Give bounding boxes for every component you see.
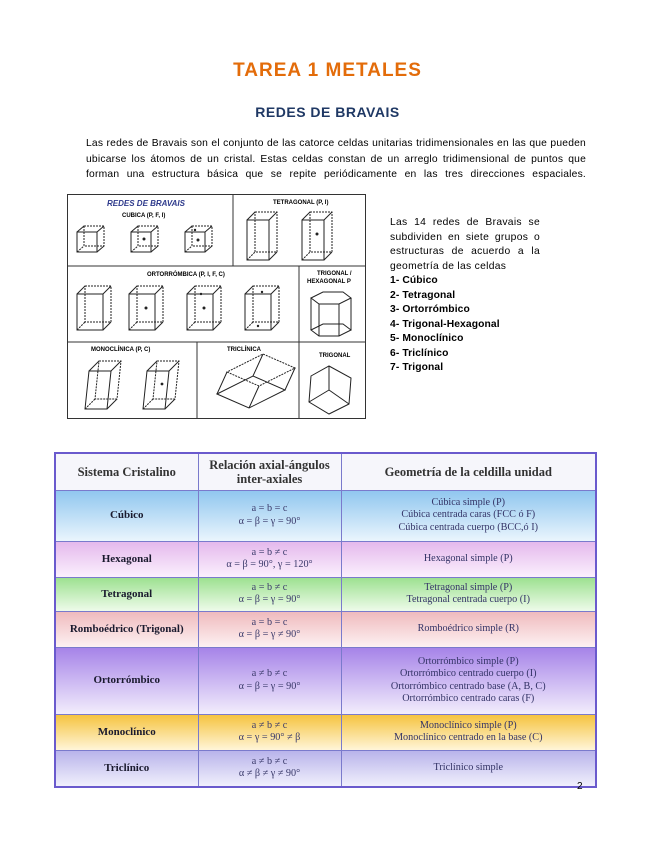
figure-heading: REDES DE BRAVAIS [107,199,185,208]
geometry-item: Tetragonal simple (P) [424,581,513,593]
geometry-cell [341,611,596,647]
relation-angles: α = β = γ = 90° [238,680,301,692]
relation-axes: a = b ≠ c [251,581,288,593]
relation-cell [198,577,341,611]
side-line-4: geometría de las celdas [390,260,507,272]
list-item: 3- Ortorrómbico [390,304,470,315]
bravais-lattices-figure [67,194,366,419]
page-title: TAREA 1 METALES [233,60,422,81]
table-row [55,714,596,750]
cubic-label: CUBICA (P, F, I) [122,213,166,219]
tetragonal-label: TETRAGONAL (P, I) [273,200,329,206]
section-subtitle: REDES DE BRAVAIS [255,104,400,120]
relation-angles: α = β = γ = 90° [238,515,301,527]
geometry-item: Hexagonal simple (P) [423,552,513,564]
header-relation: Relación axial-ángulos inter-axiales [198,453,341,490]
geometry-item: Ortorrómbico simple (P) [417,655,519,667]
page-number: 2 [577,781,583,792]
relation-axes: a = b ≠ c [251,546,288,558]
relation-cell [198,750,341,787]
relation-angles: α = γ = 90° ≠ β [238,732,301,743]
intro-paragraph: Las redes de Bravais son el conjunto de las catorce celdas unitarias tridimensionales en las que pueden ubicarse los átomos de un cristal. Estas celdas constan de un arreglo tridimensional de puntos que forman una estructura básica que se repite periódicamente en las tres direcciones espaciales. [86,138,586,180]
geometry-cell [341,714,596,750]
geometry-cell [341,541,596,577]
geometry-item: Ortorrómbico centrado caras (F) [402,693,535,704]
table-row [55,541,596,577]
trigonal-hexagonal-label-2: HEXAGONAL P [307,279,351,285]
geometry-item: Ortorrómbico centrado base (A, B, C) [390,680,546,692]
table-row [55,577,596,611]
relation-angles: α = β = γ = 90° [238,594,301,605]
relation-axes: a ≠ b ≠ c [251,719,288,731]
geometry-item: Ortorrómbico centrado cuerpo (I) [399,668,537,679]
relation-cell [198,490,341,541]
relation-angles: α ≠ β ≠ γ ≠ 90° [238,768,301,780]
lattice-groups-text [390,216,540,376]
list-item: 2- Tetragonal [390,289,456,301]
geometry-cell [341,647,596,714]
header-system: Sistema Cristalino [55,453,198,490]
list-item: 6- Triclínico [390,347,449,359]
geometry-item: Romboédrico simple (R) [417,622,519,634]
list-item: 5- Monoclínico [390,333,464,344]
relation-cell [198,611,341,647]
relation-angles: α = β = 90°, γ = 120° [226,559,313,570]
system-cell: Hexagonal [55,541,198,577]
relation-angles: α = β = γ ≠ 90° [238,629,301,640]
side-line-3: estructuras de acuerdo a la [390,246,540,257]
geometry-item: Monoclínico centrado en la base (C) [393,732,543,743]
geometry-cell [341,490,596,541]
system-cell: Tetragonal [55,577,198,611]
relation-axes: a = b = c [251,616,288,628]
triclinic-label: TRICLÍNICA [227,347,261,353]
relation-axes: a = b = c [251,503,288,514]
system-cell: Ortorrómbico [55,647,198,714]
orthorhombic-label: ORTORRÓMBICA (P, I, F, C) [147,272,225,278]
relation-axes: a ≠ b ≠ c [251,668,288,679]
geometry-item: Cúbica centrada caras (FCC ó F) [401,509,536,521]
crystal-systems-table [54,452,597,788]
geometry-cell [341,577,596,611]
relation-axes: a ≠ b ≠ c [251,755,288,767]
side-line-1: Las 14 redes de Bravais se [390,217,540,228]
table-row [55,647,596,714]
relation-cell [198,647,341,714]
geometry-item: Monoclínico simple (P) [419,719,517,731]
list-item: 7- Trigonal [390,362,444,373]
monoclinic-label: MONOCLÍNICA (P, C) [91,347,151,353]
geometry-item: Cúbica simple (P) [431,496,506,508]
table-row [55,611,596,647]
list-item: 4- Trigonal-Hexagonal [390,318,500,330]
relation-cell [198,714,341,750]
geometry-item: Tetragonal centrada cuerpo (I) [406,594,530,605]
table-row [55,750,596,787]
geometry-item: Cúbica centrada cuerpo (BCC,ó I) [398,521,538,533]
header-geometry: Geometría de la celdilla unidad [341,453,596,490]
system-cell: Romboédrico (Trigonal) [55,611,198,647]
table-header-row [55,453,596,490]
list-item: 1- Cúbico [390,275,438,286]
system-cell: Monoclínico [55,714,198,750]
system-cell: Cúbico [55,490,198,541]
side-line-2: subdividen en siete grupos o [390,231,540,243]
geometry-cell [341,750,596,787]
system-cell: Triclínico [55,750,198,787]
table-row [55,490,596,541]
relation-cell [198,541,341,577]
trigonal-label: TRIGONAL [319,353,351,359]
trigonal-hexagonal-label-1: TRIGONAL / [317,271,352,277]
geometry-item: Triclínico simple [433,762,504,773]
